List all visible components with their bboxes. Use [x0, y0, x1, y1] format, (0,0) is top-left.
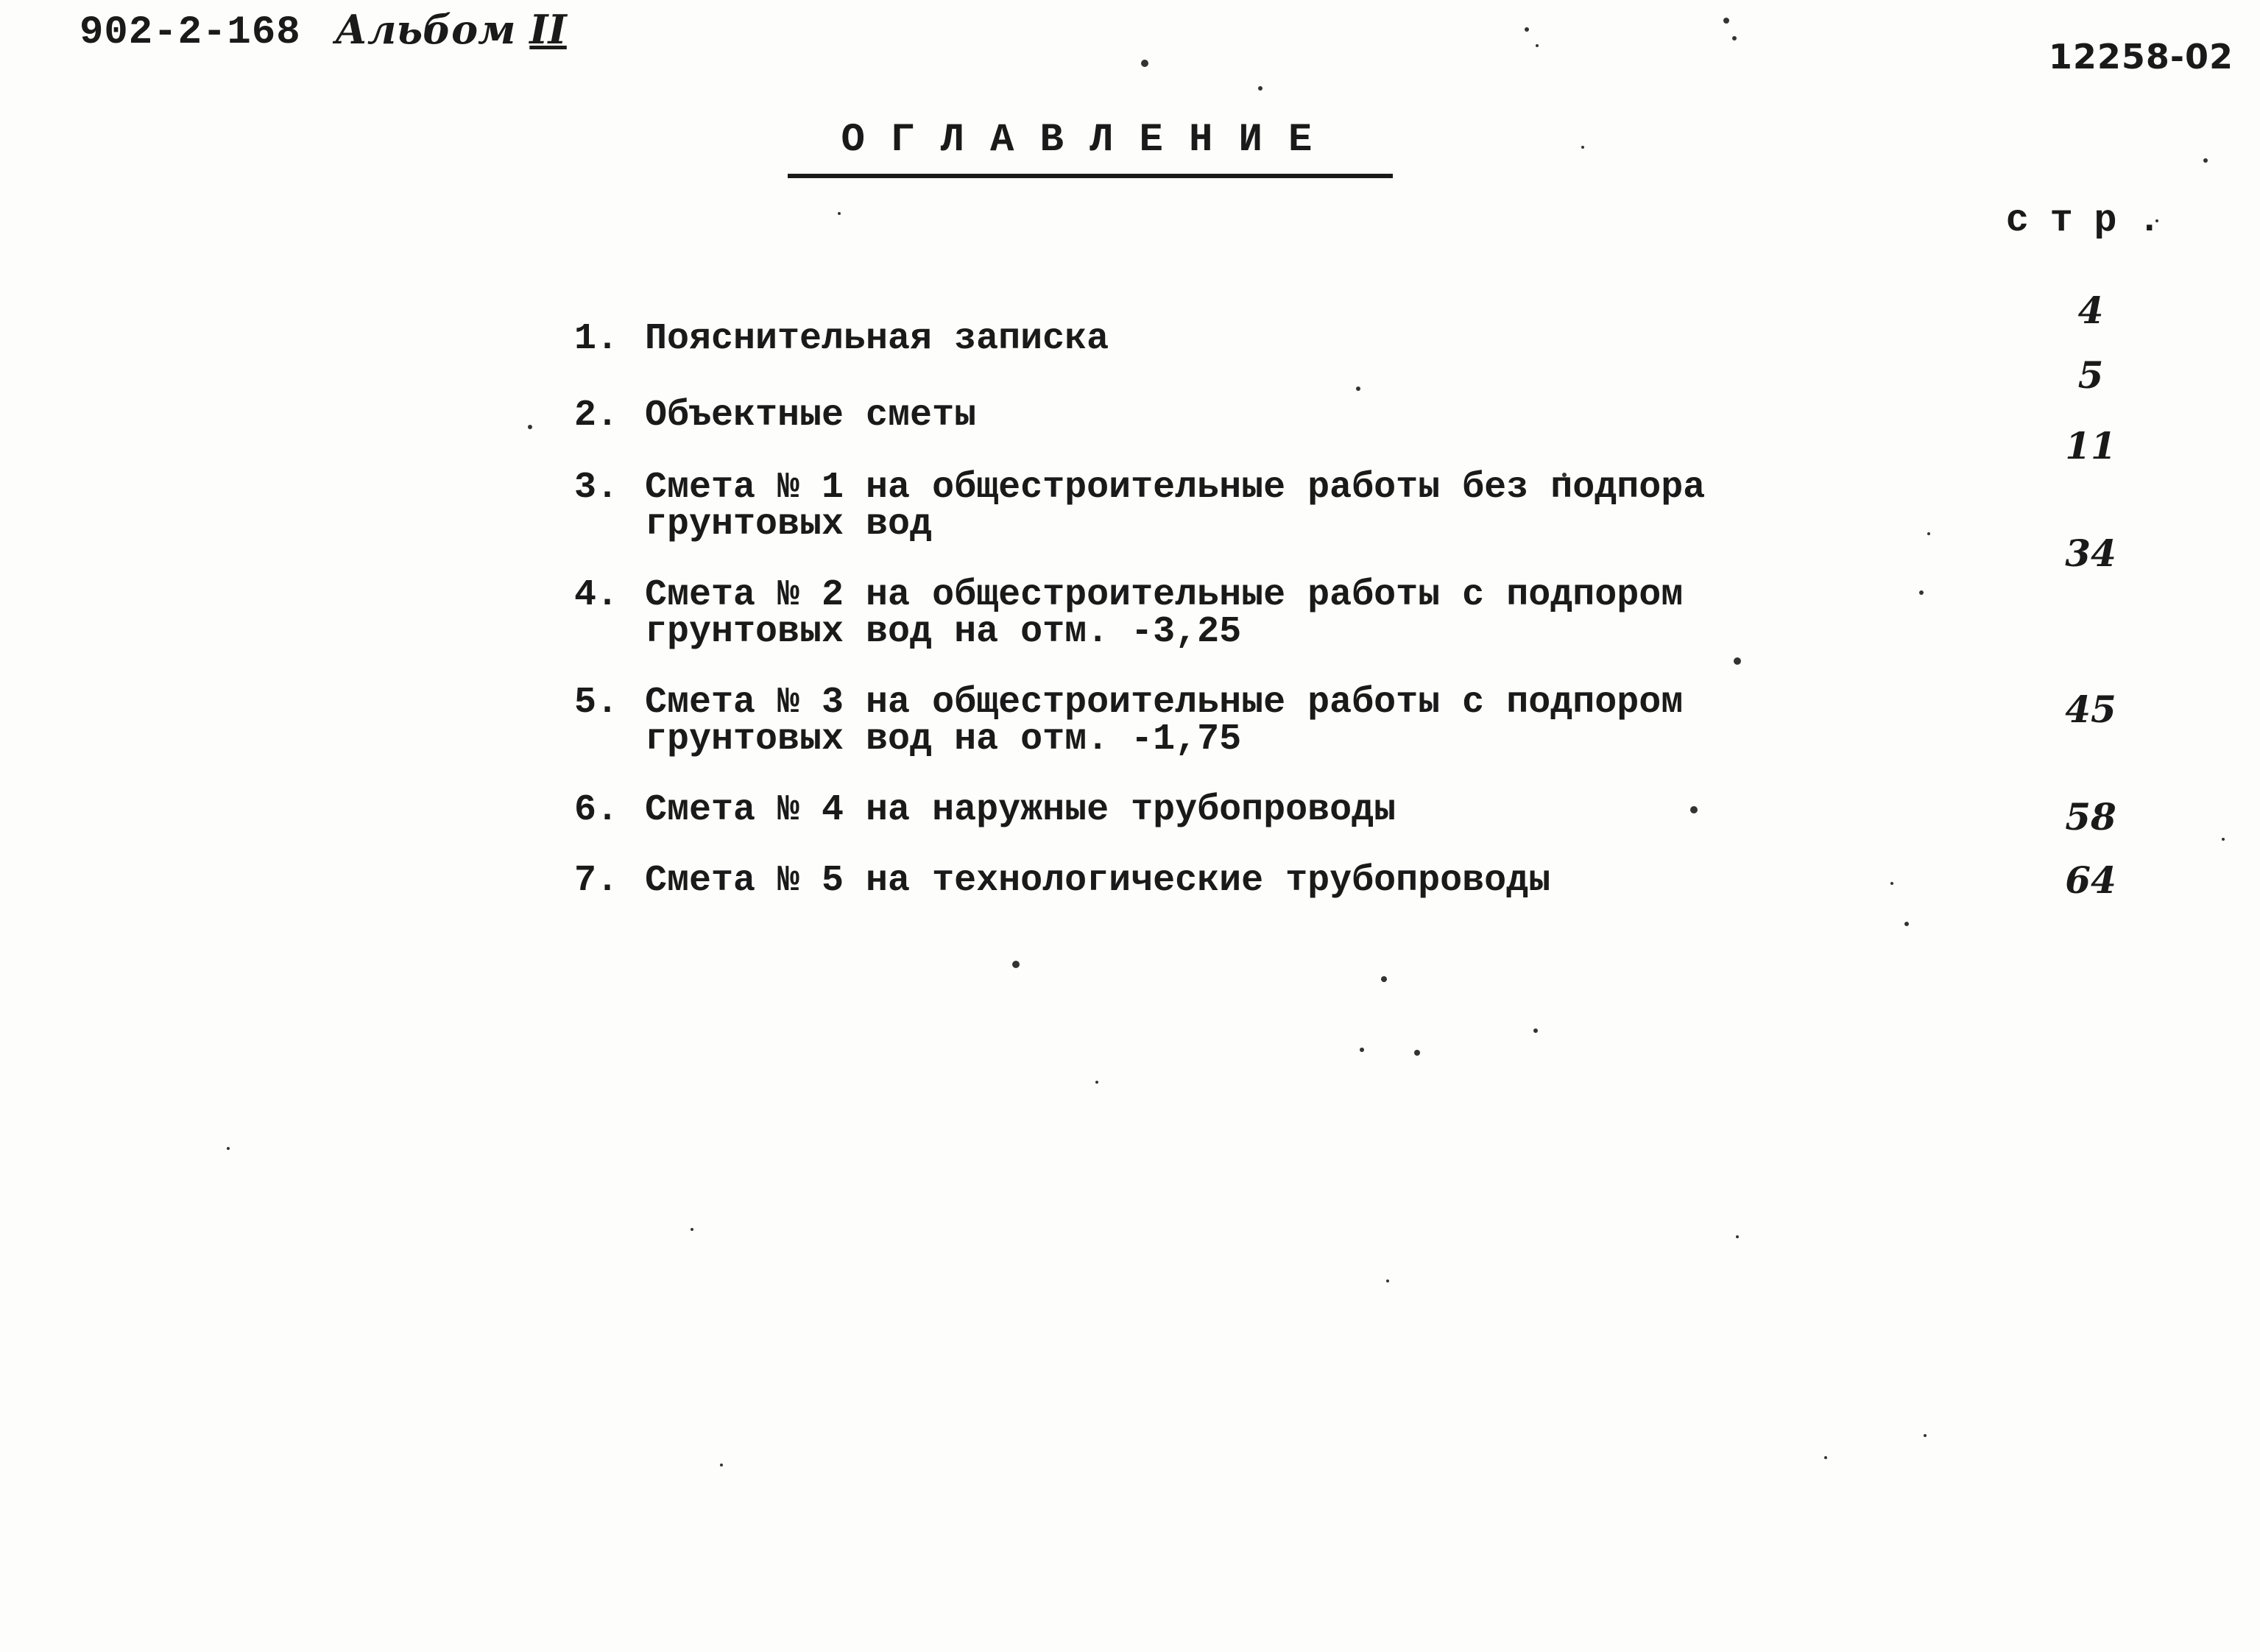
toc-item-text: Пояснительная записка	[645, 318, 1109, 360]
toc-item	[574, 574, 1793, 653]
toc-item	[574, 682, 1793, 760]
page-column-label: стр.	[2005, 199, 2182, 242]
toc-item-text: Смета № 2 на общестроительные работы с подпором грунтовых вод на отм. -3,25	[645, 574, 1684, 653]
toc-item-text: Смета № 3 на общестроительные работы с подпором грунтовых вод на отм. -1,75	[645, 682, 1684, 760]
toc-item-number: 1.	[574, 318, 619, 360]
title-underline	[788, 174, 1393, 178]
toc-page-number: 58	[2065, 795, 2116, 839]
toc-item-number: 6.	[574, 789, 619, 831]
album-word: Альбом	[335, 6, 516, 53]
toc-item-text: Объектные сметы	[645, 395, 977, 437]
toc-item	[574, 318, 1793, 360]
toc-item-text: Смета № 5 на технологические трубопроводы	[645, 860, 1551, 902]
album-number: II	[529, 6, 567, 53]
toc-item	[574, 467, 1793, 546]
toc-page-number: 4	[2077, 289, 2104, 332]
document-number: 12258-02	[2048, 37, 2233, 77]
document-code: 902-2-168	[80, 10, 301, 55]
toc-item-number: 2.	[574, 395, 619, 437]
album-label	[335, 6, 567, 53]
toc-item-text: Смета № 1 на общестроительные работы без подпора грунтовых вод	[645, 467, 1706, 546]
toc-page-number: 34	[2065, 532, 2116, 575]
toc-item	[574, 860, 1793, 902]
toc-item-text: Смета № 4 на наружные трубопроводы	[645, 789, 1396, 831]
toc-item-number: 3.	[574, 467, 619, 509]
toc-item	[574, 789, 1793, 831]
toc-page-number: 11	[2065, 424, 2116, 467]
toc-page-number: 64	[2065, 858, 2116, 902]
toc-page-number: 5	[2077, 353, 2104, 397]
toc-item-number: 7.	[574, 860, 619, 902]
toc-item-number: 4.	[574, 574, 619, 616]
toc-page-number: 45	[2065, 688, 2116, 731]
page-title: ОГЛАВЛЕНИЕ	[841, 118, 1338, 163]
toc-item-number: 5.	[574, 682, 619, 724]
toc-item	[574, 395, 1793, 437]
